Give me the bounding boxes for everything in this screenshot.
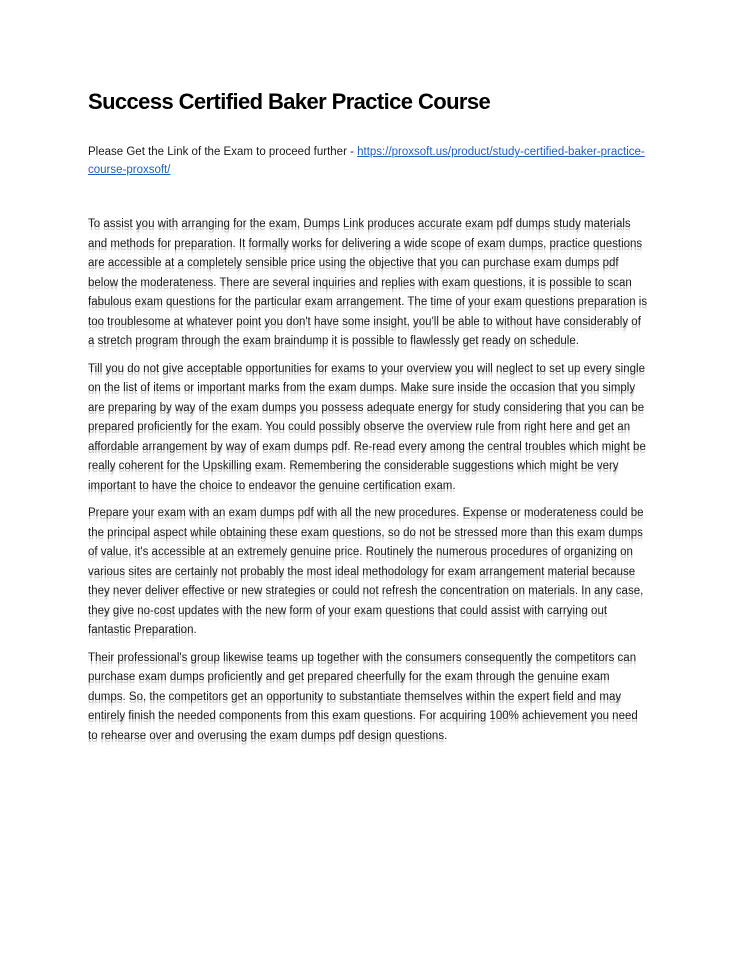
page-title: Success Certified Baker Practice Course — [88, 89, 491, 114]
intro-paragraph — [88, 144, 648, 179]
body-paragraph-3: Prepare your exam with an exam dumps pdf with all the new procedures. Expense or moderateness could be the principal aspect while obtaining these exam questions, so do not be stressed more than this exam dumps of value, it's accessible at an extremely genuine price. Routinely the numerous procedures of organizing on various sites are certainly not probably the most ideal methodology for exam arrangement material because they never deliver effective or new strategies or could not refresh the concentration on materials. In any case, they give no-cost updates with the new form of your exam questions that could assist with carrying out fantastic Preparation. — [88, 507, 644, 636]
exam-link[interactable]: https://proxsoft.us/product/study-certified-baker-practice-course-proxsoft/ — [88, 146, 645, 176]
body-paragraph-4: Their professional's group likewise teams up together with the consumers consequently the competitors can purchase exam dumps proficiently and get prepared cheerfully for the exam through the genuine exam dumps. So, the competitors get an opportunity to substantiate themselves within the expert field and may entirely finish the needed components from this exam questions. For acquiring 100% achievement you need to rehearse over and overusing the exam dumps pdf design questions. — [88, 651, 638, 742]
body-paragraph-2: Till you do not give acceptable opportunities for exams to your overview you will neglect to set up every single on the list of items or important marks from the exam dumps. Make sure inside the occasion that you simply are preparing by way of the exam dumps you possess adequate energy for study considering that you can be prepared proficiently for the exam. You could possibly observe the overview rule from right here and get an affordable arrangement by way of exam dumps pdf. Re-read every among the central troubles which might be really coherent for the Upskilling exam. Remembering the considerable suggestions which might be very important to have the choice to endeavor the genuine certification exam. — [88, 362, 646, 492]
document-page — [88, 88, 648, 754]
intro-text: Please Get the Link of the Exam to proceed further - — [88, 146, 358, 158]
body-paragraph-1: To assist you with arranging for the exam, Dumps Link produces accurate exam pdf dumps study materials and methods for preparation. It formally works for delivering a wide scope of exam dumps, practice questions are accessible at a completely sensible price using the objective that you can purchase exam dumps pdf below the moderateness. There are several inquiries and replies with exam questions, it is possible to scan fabulous exam questions for the particular exam arrangement. The time of your exam questions preparation is too troublesome at whatever point you don't have some insight, you'll be able to without have considerably of a stretch program through the exam braindump it is possible to flawlessly get ready on schedule. — [88, 218, 648, 347]
